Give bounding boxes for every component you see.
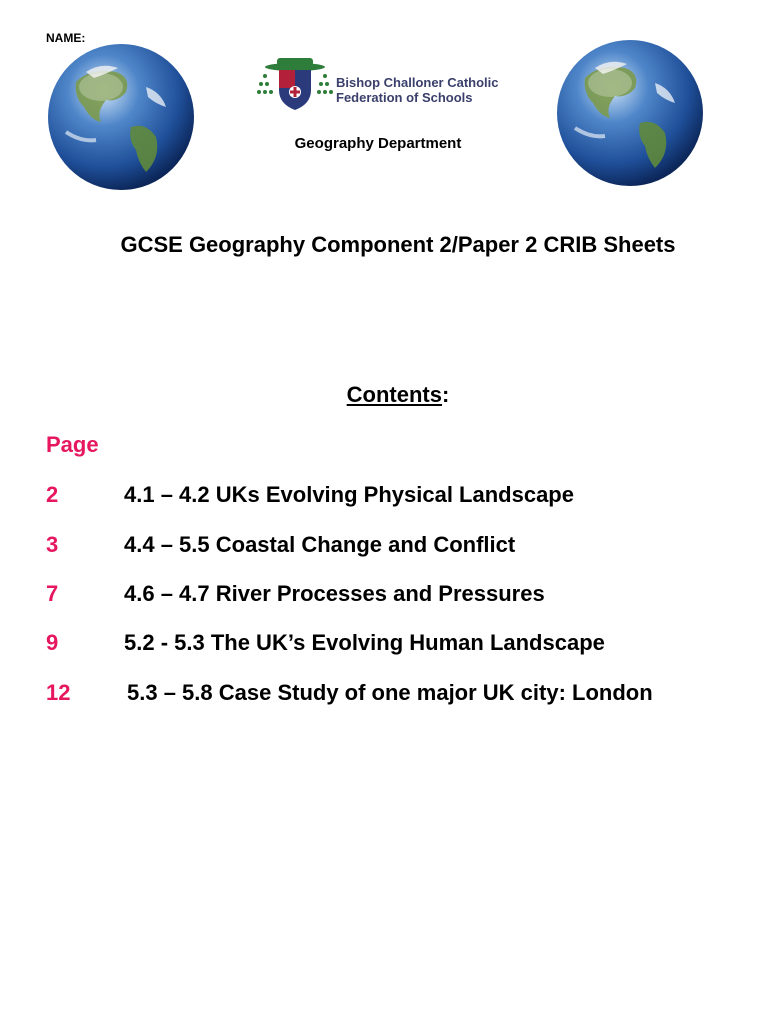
department-label: Geography Department bbox=[294, 135, 462, 152]
contents-entry-title: 5.3 – 5.8 Case Study of one major UK city: London bbox=[127, 680, 653, 705]
globe-right-image bbox=[555, 38, 705, 188]
contents-row bbox=[0, 482, 768, 512]
contents-page-number: 9 bbox=[46, 630, 59, 655]
school-name bbox=[336, 75, 499, 105]
contents-entry-title: 4.4 – 5.5 Coastal Change and Conflict bbox=[124, 532, 516, 557]
contents-heading-text: Contents bbox=[346, 382, 442, 407]
contents-row bbox=[0, 680, 768, 710]
contents-heading bbox=[0, 382, 768, 408]
contents-entry-title: 5.2 - 5.3 The UK’s Evolving Human Landscape bbox=[124, 630, 605, 655]
contents-row bbox=[0, 581, 768, 611]
contents-entry-title: 4.6 – 4.7 River Processes and Pressures bbox=[124, 581, 545, 606]
school-name-line1: Bishop Challoner Catholic bbox=[336, 75, 499, 90]
contents-page-number: 7 bbox=[46, 581, 59, 606]
page-column-header: Page bbox=[46, 432, 99, 457]
name-label: NAME: bbox=[46, 31, 86, 45]
contents-row bbox=[0, 532, 768, 562]
document-title: GCSE Geography Component 2/Paper 2 CRIB Sheets bbox=[120, 232, 676, 257]
contents-page-number: 3 bbox=[46, 532, 59, 557]
contents-row bbox=[0, 630, 768, 660]
contents-page-number: 2 bbox=[46, 482, 59, 507]
contents-heading-colon: : bbox=[442, 382, 450, 407]
contents-entry-title: 4.1 – 4.2 UKs Evolving Physical Landscape bbox=[124, 482, 574, 507]
contents-page-number: 12 bbox=[46, 680, 71, 705]
school-name-line2: Federation of Schools bbox=[336, 90, 473, 105]
globe-left-image bbox=[46, 42, 196, 192]
